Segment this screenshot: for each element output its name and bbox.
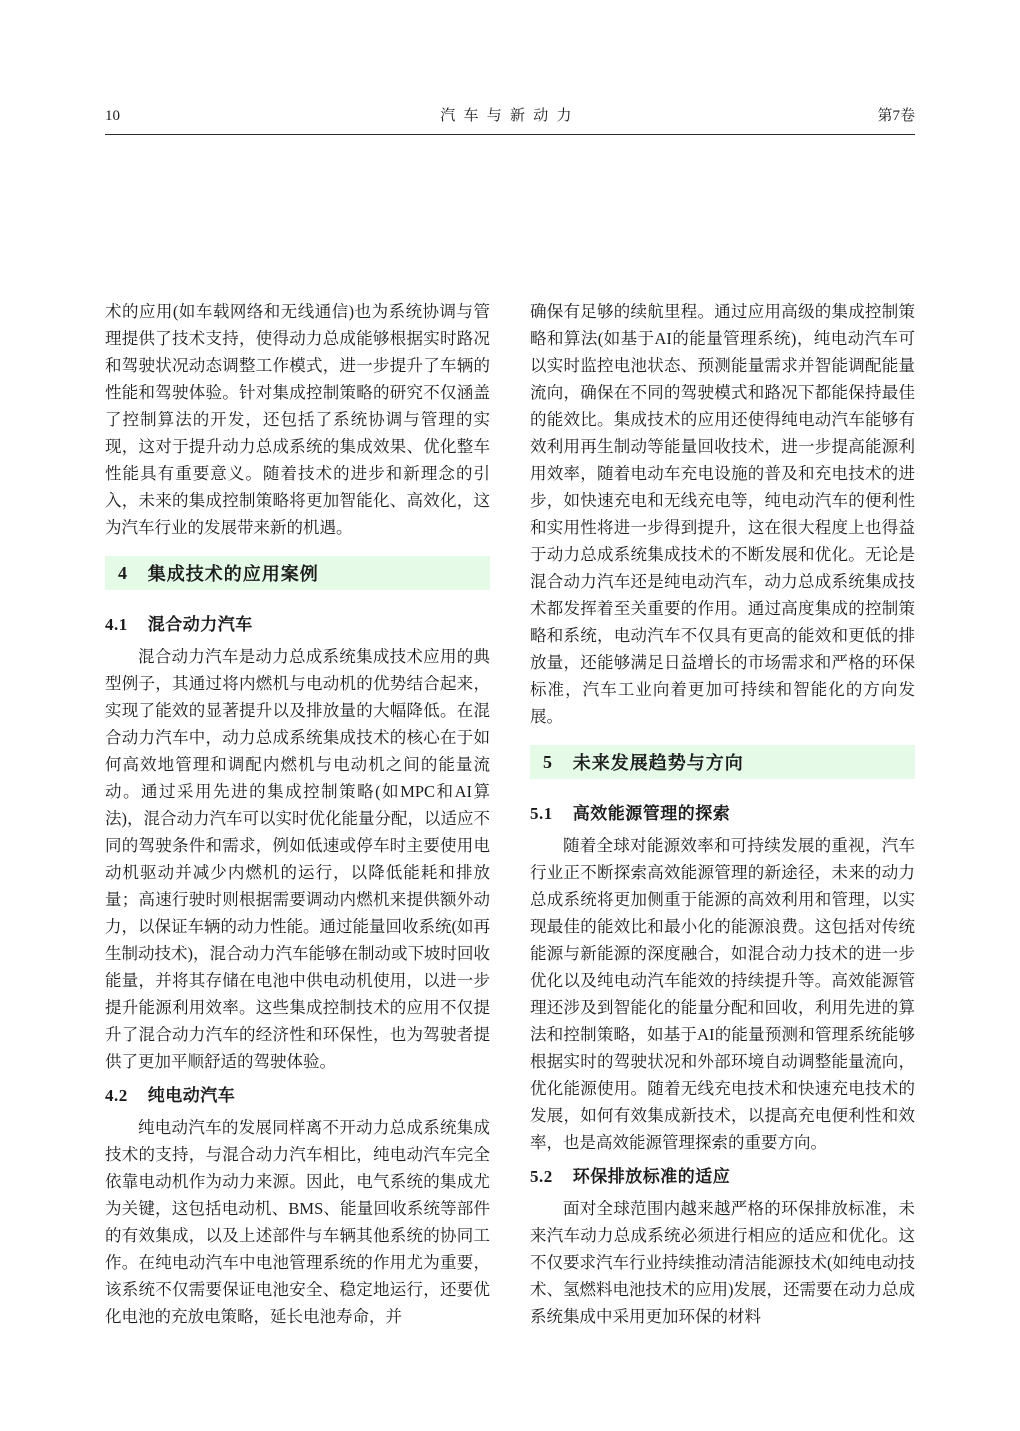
- two-column-body: [105, 298, 915, 1330]
- subsection-5-1-title: 高效能源管理的探索: [572, 804, 731, 823]
- right-continuation-paragraph: 确保有足够的续航里程。通过应用高级的集成控制策略和算法(如基于AI的能量管理系统)，纯电动汽车可以实时监控电池状态、预测能量需求并智能调配能量流向，确保在不同的驾驶模式和路况下都能保持最佳的能效比。集成技术的应用还使得纯电动汽车能够有效利用再生制动等能量回收技术，进一步提高能源利用效率，随着电动车充电设施的普及和充电技术的进步，如快速充电和无线充电等，纯电动汽车的便利性和实用性将进一步得到提升，这在很大程度上也得益于动力总成系统集成技术的不断发展和优化。无论是混合动力汽车还是纯电动汽车，动力总成系统集成技术都发挥着至关重要的作用。通过高度集成的控制策略和系统，电动汽车不仅具有更高的能效和更低的排放量，还能够满足日益增长的市场需求和严格的环保标准，汽车工业向着更加可持续和智能化的方向发展。: [530, 302, 915, 726]
- subsection-5-2-title: 环保排放标准的适应: [572, 1167, 731, 1186]
- subsection-5-2-number: 5.2: [530, 1167, 553, 1186]
- volume-label: 第7卷: [877, 108, 915, 124]
- subsection-4-1-heading: [105, 611, 490, 638]
- section-4-heading: [105, 556, 490, 590]
- section-4-title: 集成技术的应用案例: [147, 564, 319, 584]
- subsection-5-1-heading: [530, 800, 915, 827]
- subsection-4-2-number: 4.2: [105, 1086, 128, 1105]
- section-4-number: 4: [118, 562, 128, 583]
- subsection-5-2-heading: [530, 1163, 915, 1190]
- right-column: [530, 298, 915, 1330]
- subsection-4-1-number: 4.1: [105, 615, 128, 634]
- subsection-5-1-number: 5.1: [530, 804, 553, 823]
- left-intro-paragraph: 术的应用(如车载网络和无线通信)也为系统协调与管理提供了技术支持，使得动力总成能够根据实时路况和驾驶状况动态调整工作模式，进一步提升了车辆的性能和驾驶体验。针对集成控制策略的研究不仅涵盖了控制算法的开发，还包括了系统协调与管理的实现，这对于提升动力总成系统的集成效果、优化整车性能具有重要意义。随着技术的进步和新理念的引入，未来的集成控制策略将更加智能化、高效化，这为汽车行业的发展带来新的机遇。: [105, 302, 490, 537]
- left-column: [105, 298, 490, 1330]
- journal-title: 汽车与新动力: [440, 108, 580, 124]
- section-5-heading: [530, 745, 915, 779]
- section-5-title: 未来发展趋势与方向: [572, 753, 744, 773]
- page-header: [105, 0, 915, 135]
- paragraph-4-2: 纯电动汽车的发展同样离不开动力总成系统集成技术的支持，与混合动力汽车相比，纯电动汽车完全依靠电动机作为动力来源。因此，电气系统的集成尤为关键，这包括电动机、BMS、能量回收系统等部件的有效集成，以及上述部件与车辆其他系统的协同工作。在纯电动汽车中电池管理系统的作用尤为重要，该系统不仅需要保证电池安全、稳定地运行，还要优化电池的充放电策略，延长电池寿命，并: [105, 1118, 490, 1326]
- subsection-4-2-heading: [105, 1082, 490, 1109]
- subsection-4-2-title: 纯电动汽车: [147, 1086, 236, 1105]
- paragraph-5-2: 面对全球范围内越来越严格的环保排放标准，未来汽车动力总成系统必须进行相应的适应和优化。这不仅要求汽车行业持续推动清洁能源技术(如纯电动技术、氢燃料电池技术的应用)发展，还需要在动力总成系统集成中采用更加环保的材料: [530, 1199, 915, 1326]
- section-5-number: 5: [543, 751, 553, 772]
- subsection-4-1-title: 混合动力汽车: [147, 615, 253, 634]
- page-number: 10: [105, 108, 120, 124]
- paragraph-4-1: 混合动力汽车是动力总成系统集成技术应用的典型例子，其通过将内燃机与电动机的优势结合起来，实现了能效的显著提升以及排放量的大幅降低。在混合动力汽车中，动力总成系统集成技术的核心在于如何高效地管理和调配内燃机与电动机之间的能量流动。通过采用先进的集成控制策略(如MPC和AI算法)，混合动力汽车可以实时优化能量分配，以适应不同的驾驶条件和需求，例如低速或停车时主要使用电动机驱动并减少内燃机的运行，以降低能耗和排放量；高速行驶时则根据需要调动内燃机来提供额外动力，以保证车辆的动力性能。通过能量回收系统(如再生制动技术)，混合动力汽车能够在制动或下坡时回收能量，并将其存储在电池中供电动机使用，以进一步提升能源利用效率。这些集成控制技术的应用不仅提升了混合动力汽车的经济性和环保性，也为驾驶者提供了更加平顺舒适的驾驶体验。: [105, 647, 490, 1071]
- paragraph-5-1: 随着全球对能源效率和可持续发展的重视，汽车行业正不断探索高效能源管理的新途径，未来的动力总成系统将更加侧重于能源的高效利用和管理，以实现最佳的能效比和最小化的能源浪费。这包括对传统能源与新能源的深度融合，如混合动力技术的进一步优化以及纯电动汽车能效的持续提升等。高效能源管理还涉及到智能化的能量分配和回收，利用先进的算法和控制策略，如基于AI的能量预测和管理系统能够根据实时的驾驶状况和外部环境自动调整能量流向，优化能源使用。随着无线充电技术和快速充电技术的发展，如何有效集成新技术，以提高充电便利性和效率，也是高效能源管理探索的重要方向。: [530, 836, 915, 1152]
